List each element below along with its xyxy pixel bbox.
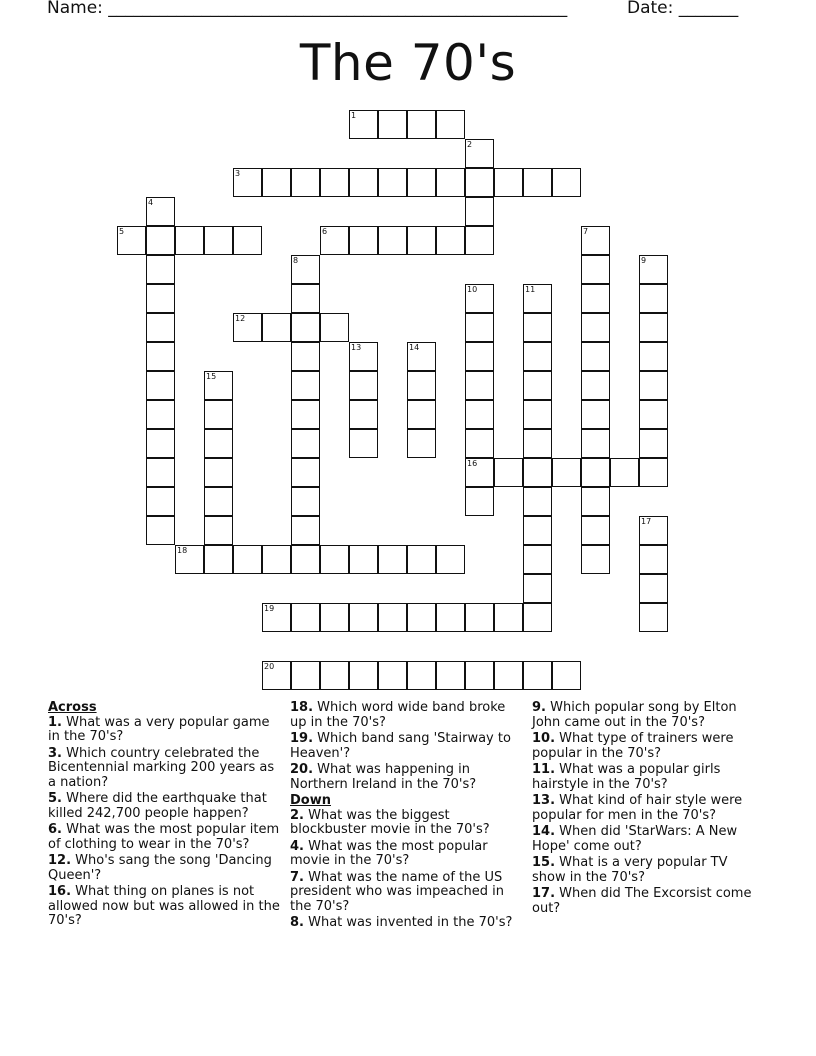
- crossword-cell[interactable]: [378, 110, 407, 139]
- clue-number-label: 15: [206, 372, 217, 381]
- down-clue: [532, 856, 762, 885]
- crossword-cell[interactable]: [233, 545, 262, 574]
- crossword-cell[interactable]: [407, 400, 436, 429]
- crossword-cell[interactable]: [639, 313, 668, 342]
- crossword-cell[interactable]: [581, 400, 610, 429]
- crossword-cell[interactable]: [204, 400, 233, 429]
- crossword-cell[interactable]: [523, 661, 552, 690]
- clue-number: 17.: [532, 886, 556, 901]
- across-heading: Across: [48, 700, 97, 715]
- crossword-cell[interactable]: [146, 400, 175, 429]
- clue-number: 14.: [532, 824, 556, 839]
- crossword-cell[interactable]: [320, 545, 349, 574]
- crossword-cell[interactable]: [436, 545, 465, 574]
- crossword-cell[interactable]: [581, 371, 610, 400]
- down-heading: Down: [290, 793, 331, 808]
- clue-number: 18.: [290, 700, 314, 715]
- clue-text: What was invented in the 70's?: [303, 915, 513, 930]
- crossword-cell[interactable]: [552, 661, 581, 690]
- clue-number-label: 2: [467, 140, 473, 149]
- crossword-cell[interactable]: [320, 168, 349, 197]
- crossword-cell[interactable]: [436, 226, 465, 255]
- clue-number: 11.: [532, 762, 556, 777]
- clue-text: What was a popular girls hairstyle in the 70's?: [532, 762, 721, 792]
- clue-text: Which country celebrated the Bicentennial marking 200 years as a nation?: [48, 745, 275, 790]
- crossword-cell[interactable]: [291, 284, 320, 313]
- clue-number: 3.: [48, 745, 62, 761]
- crossword-cell[interactable]: [378, 661, 407, 690]
- crossword-cell[interactable]: [639, 545, 668, 574]
- clue-number-label: 4: [148, 198, 154, 207]
- clue-number-label: 20: [264, 662, 275, 671]
- crossword-cell[interactable]: [291, 371, 320, 400]
- clue-number-label: 6: [322, 227, 328, 236]
- crossword-cell[interactable]: [146, 284, 175, 313]
- down-clue-list: [290, 809, 520, 931]
- clue-number-label: 13: [351, 343, 362, 352]
- crossword-cell[interactable]: [407, 603, 436, 632]
- clue-text: Where did the earthquake that killed 242,700 people happen?: [48, 791, 267, 821]
- down-clue: [532, 763, 762, 792]
- crossword-cell[interactable]: [465, 429, 494, 458]
- crossword-cell[interactable]: [436, 168, 465, 197]
- crossword-cell[interactable]: [552, 168, 581, 197]
- clue-number-label: 17: [641, 517, 652, 526]
- crossword-cell[interactable]: [465, 487, 494, 516]
- crossword-cell[interactable]: [523, 168, 552, 197]
- down-clue: [290, 809, 520, 838]
- crossword-cell[interactable]: [320, 313, 349, 342]
- clue-number: 8.: [290, 915, 304, 930]
- crossword-cell[interactable]: [378, 226, 407, 255]
- clue-number: 4.: [290, 838, 304, 854]
- crossword-cell[interactable]: [146, 342, 175, 371]
- crossword-cell[interactable]: [407, 226, 436, 255]
- clue-number-label: 7: [583, 227, 589, 236]
- crossword-cell[interactable]: [465, 400, 494, 429]
- crossword-cell[interactable]: [465, 371, 494, 400]
- page-title: The 70's: [299, 34, 517, 92]
- clue-number: 16.: [48, 884, 72, 899]
- down-clue: [532, 732, 762, 761]
- clues-column-2: [290, 701, 520, 933]
- crossword-cell[interactable]: [407, 429, 436, 458]
- clue-number: 2.: [290, 807, 304, 823]
- crossword-cell[interactable]: [552, 458, 581, 487]
- down-clue-list-continued: [532, 701, 762, 916]
- crossword-cell[interactable]: [291, 661, 320, 690]
- clue-number-label: 1: [351, 111, 357, 120]
- date-field-label: Date: _______: [627, 0, 739, 18]
- crossword-cell[interactable]: [320, 603, 349, 632]
- crossword-cell[interactable]: [291, 545, 320, 574]
- crossword-cell[interactable]: [146, 313, 175, 342]
- crossword-cell[interactable]: [523, 342, 552, 371]
- crossword-cell[interactable]: [639, 371, 668, 400]
- down-clue: [290, 840, 520, 869]
- clue-number-label: 10: [467, 285, 478, 294]
- crossword-cell[interactable]: [291, 516, 320, 545]
- clue-number-label: 8: [293, 256, 299, 265]
- crossword-cell[interactable]: [581, 255, 610, 284]
- crossword-cell[interactable]: [233, 226, 262, 255]
- down-clue: [290, 916, 520, 931]
- crossword-cell[interactable]: [378, 603, 407, 632]
- across-clue-list: [48, 716, 283, 929]
- across-clue: [48, 716, 283, 745]
- crossword-cell[interactable]: [349, 429, 378, 458]
- crossword-cell[interactable]: [204, 487, 233, 516]
- crossword-cell[interactable]: [349, 603, 378, 632]
- clue-text: What is a very popular TV show in the 70's?: [532, 855, 728, 885]
- clue-text: What type of trainers were popular in the 70's?: [532, 731, 734, 761]
- crossword-cell[interactable]: [146, 429, 175, 458]
- crossword-cell[interactable]: [262, 168, 291, 197]
- clue-number-label: 9: [641, 256, 647, 265]
- crossword-cell[interactable]: [175, 226, 204, 255]
- crossword-cell[interactable]: [436, 661, 465, 690]
- crossword-cell[interactable]: [523, 574, 552, 603]
- crossword-cell[interactable]: [204, 429, 233, 458]
- crossword-cell[interactable]: [523, 371, 552, 400]
- crossword-cell[interactable]: [465, 313, 494, 342]
- crossword-cell[interactable]: [349, 168, 378, 197]
- crossword-cell[interactable]: [465, 197, 494, 226]
- clue-number: 20.: [290, 762, 314, 777]
- clue-number-label: 14: [409, 343, 420, 352]
- crossword-cell[interactable]: [291, 168, 320, 197]
- clue-text: Who's sang the song 'Dancing Queen'?: [48, 853, 272, 883]
- crossword-cell[interactable]: [465, 342, 494, 371]
- crossword-cell[interactable]: [465, 603, 494, 632]
- crossword-cell[interactable]: [581, 313, 610, 342]
- clue-text: What was the biggest blockbuster movie in the 70's?: [290, 807, 490, 837]
- crossword-cell[interactable]: [523, 400, 552, 429]
- clue-text: What was the most popular movie in the 70's?: [290, 838, 488, 868]
- clue-text: Which band sang 'Stairway to Heaven'?: [290, 731, 511, 761]
- crossword-cell[interactable]: [146, 255, 175, 284]
- crossword-cell[interactable]: [204, 516, 233, 545]
- clue-number: 12.: [48, 853, 72, 868]
- crossword-cell[interactable]: [146, 226, 175, 255]
- crossword-cell[interactable]: [436, 603, 465, 632]
- clue-number: 13.: [532, 793, 556, 808]
- clue-number-label: 18: [177, 546, 188, 555]
- clue-text: Which popular song by Elton John came out in the 70's?: [532, 700, 737, 730]
- crossword-cell[interactable]: [291, 342, 320, 371]
- clue-text: Which word wide band broke up in the 70's?: [290, 700, 506, 730]
- down-clue: [532, 825, 762, 854]
- crossword-cell[interactable]: [262, 313, 291, 342]
- crossword-cell[interactable]: [523, 487, 552, 516]
- crossword-cell[interactable]: [407, 168, 436, 197]
- crossword-cell[interactable]: [581, 342, 610, 371]
- crossword-cell[interactable]: [581, 487, 610, 516]
- crossword-cell[interactable]: [349, 371, 378, 400]
- crossword-cell[interactable]: [581, 458, 610, 487]
- crossword-cell[interactable]: [407, 661, 436, 690]
- clue-text: What was the most popular item of clothing to wear in the 70's?: [48, 822, 280, 852]
- crossword-cell[interactable]: [465, 168, 494, 197]
- clue-text: When did 'StarWars: A New Hope' come out?: [532, 824, 738, 854]
- crossword-cell[interactable]: [349, 226, 378, 255]
- crossword-cell[interactable]: [494, 458, 523, 487]
- clue-text: What was a very popular game in the 70's?: [48, 714, 270, 744]
- crossword-cell[interactable]: [523, 313, 552, 342]
- clue-number: 15.: [532, 855, 556, 870]
- clue-number: 10.: [532, 731, 556, 746]
- crossword-cell[interactable]: [291, 400, 320, 429]
- crossword-cell[interactable]: [146, 371, 175, 400]
- across-clue: [48, 792, 283, 821]
- clue-text: When did The Excorsist come out?: [532, 886, 752, 916]
- crossword-cell[interactable]: [378, 545, 407, 574]
- across-clue: [48, 885, 283, 929]
- crossword-cell[interactable]: [407, 371, 436, 400]
- clue-text: What kind of hair style were popular for men in the 70's?: [532, 793, 743, 823]
- crossword-cell[interactable]: [581, 516, 610, 545]
- crossword-cell[interactable]: [204, 458, 233, 487]
- clue-number: 9.: [532, 700, 546, 715]
- down-clue: [532, 701, 762, 730]
- crossword-cell[interactable]: [639, 400, 668, 429]
- clue-text: What thing on planes is not allowed now but was allowed in the 70's?: [48, 884, 280, 928]
- crossword-cell[interactable]: [146, 516, 175, 545]
- clue-text: What was happening in Northern Ireland in the 70's?: [290, 762, 477, 792]
- across-clue: [48, 854, 283, 883]
- crossword-cell[interactable]: [291, 313, 320, 342]
- clue-number-label: 12: [235, 314, 246, 323]
- down-clue: [532, 887, 762, 916]
- across-clue: [48, 747, 283, 791]
- down-clue: [532, 794, 762, 823]
- crossword-cell[interactable]: [494, 603, 523, 632]
- crossword-cell[interactable]: [639, 458, 668, 487]
- clue-number: 19.: [290, 731, 314, 746]
- crossword-cell[interactable]: [523, 429, 552, 458]
- crossword-cell[interactable]: [581, 429, 610, 458]
- crossword-cell[interactable]: [407, 545, 436, 574]
- crossword-cell[interactable]: [204, 226, 233, 255]
- crossword-cell[interactable]: [349, 545, 378, 574]
- across-clue: [290, 732, 520, 761]
- crossword-cell[interactable]: [465, 661, 494, 690]
- crossword-cell[interactable]: [320, 661, 349, 690]
- clue-number: 6.: [48, 822, 62, 837]
- crossword-cell[interactable]: [581, 284, 610, 313]
- name-field-label: Name: ______________________________________________________: [47, 0, 568, 18]
- clue-number: 5.: [48, 791, 62, 806]
- clue-text: What was the name of the US president who was impeached in the 70's?: [290, 869, 504, 914]
- crossword-cell[interactable]: [436, 110, 465, 139]
- across-clue-list-continued: [290, 701, 520, 792]
- crossword-cell[interactable]: [581, 545, 610, 574]
- clue-number-label: 16: [467, 459, 478, 468]
- crossword-cell[interactable]: [291, 458, 320, 487]
- clue-number-label: 11: [525, 285, 536, 294]
- across-clue: [48, 823, 283, 852]
- crossword-cell[interactable]: [146, 458, 175, 487]
- clue-number: 7.: [290, 869, 304, 885]
- crossword-cell[interactable]: [639, 429, 668, 458]
- clue-number-label: 19: [264, 604, 275, 613]
- crossword-cell[interactable]: [204, 545, 233, 574]
- crossword-cell[interactable]: [639, 284, 668, 313]
- crossword-cell[interactable]: [639, 603, 668, 632]
- crossword-cell[interactable]: [523, 603, 552, 632]
- crossword-cell[interactable]: [378, 168, 407, 197]
- across-clue: [290, 763, 520, 792]
- clue-number-label: 3: [235, 169, 241, 178]
- crossword-cell[interactable]: [407, 110, 436, 139]
- down-clue: [290, 871, 520, 915]
- crossword-cell[interactable]: [291, 487, 320, 516]
- clue-number: 1.: [48, 714, 62, 730]
- clues-column-1: [48, 701, 283, 931]
- across-clue: [290, 701, 520, 730]
- crossword-cell[interactable]: [639, 342, 668, 371]
- crossword-cell[interactable]: [146, 487, 175, 516]
- clue-number-label: 5: [119, 227, 125, 236]
- crossword-cell[interactable]: [494, 168, 523, 197]
- crossword-cell[interactable]: [639, 574, 668, 603]
- crossword-cell[interactable]: [349, 661, 378, 690]
- crossword-cell[interactable]: [610, 458, 639, 487]
- crossword-cell[interactable]: [523, 458, 552, 487]
- crossword-cell[interactable]: [494, 661, 523, 690]
- crossword-cell[interactable]: [291, 429, 320, 458]
- crossword-cell[interactable]: [291, 603, 320, 632]
- crossword-cell[interactable]: [262, 545, 291, 574]
- crossword-cell[interactable]: [349, 400, 378, 429]
- crossword-cell[interactable]: [465, 226, 494, 255]
- crossword-cell[interactable]: [523, 516, 552, 545]
- crossword-cell[interactable]: [523, 545, 552, 574]
- clues-column-3: [532, 701, 762, 918]
